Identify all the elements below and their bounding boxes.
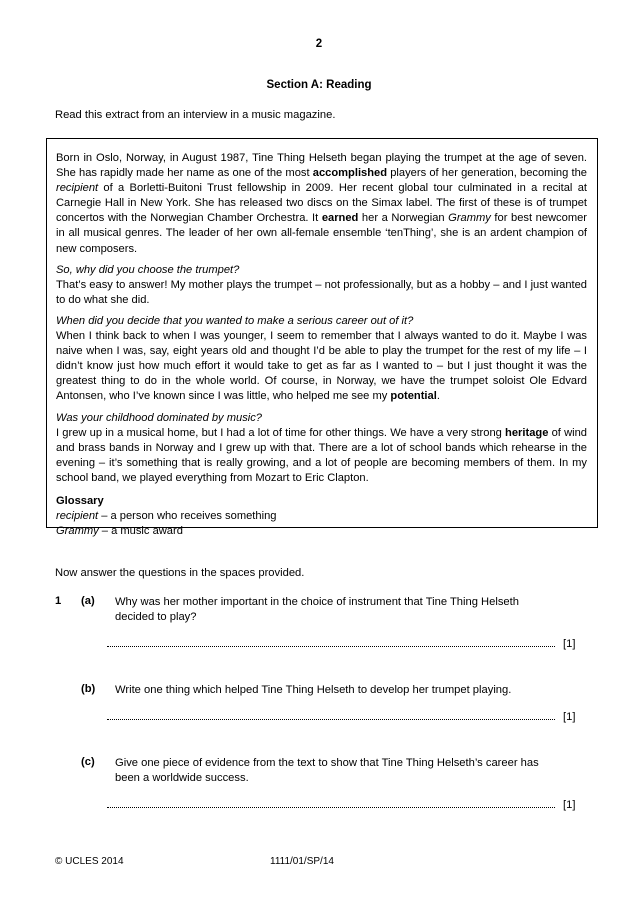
term-grammy: Grammy: [448, 212, 491, 225]
glossary-definition: – a music award: [98, 525, 183, 538]
text-run: for best newcomer in all musical genres. The leader of her own all-female ensemble ‘tenThing’, she is an ardent champion of new composers.: [56, 212, 588, 255]
part-label-b: (b): [81, 683, 96, 695]
keyword-heritage: heritage: [505, 426, 549, 439]
glossary-item: [56, 509, 587, 524]
glossary-term: Grammy: [56, 525, 99, 538]
keyword-accomplished: accomplished: [312, 167, 388, 180]
section-title: Section A: Reading: [266, 79, 372, 91]
interview-block-3: [56, 411, 587, 486]
page-number: 2: [315, 38, 323, 50]
keyword-earned: earned: [321, 212, 359, 225]
part-label-a: (a): [81, 595, 95, 607]
interview-answer-1: That’s easy to answer! My mother plays the trumpet – not professionally, but as a hobby – and I just wanted to do what she did.: [56, 278, 587, 306]
text-run: of a Borletti-Buitoni Trust fellowship in 2009. Her recent global tour culminated in a recital at Carnegie Hall in New York. She has released two discs on the Simax label. The first of these is of trumpet concertos with the Norwegian Chamber Orchestra. It: [56, 182, 587, 225]
text-run: of wind and brass bands in Norway and I grew up with that. There are a lot of school bands which rehearse in the evening – it’s something that is really growing, and a lot of people are becoming members of them. In my school band, we played everything from Mozart to Eric Clapton.: [56, 426, 587, 484]
answer-line-b[interactable]: [107, 719, 555, 720]
question-text-b: Write one thing which helped Tine Thing Helseth to develop her trumpet playing.: [115, 684, 512, 696]
part-label-c: (c): [81, 756, 95, 768]
extract-paragraph-1: [56, 151, 587, 257]
footer-copyright: © UCLES 2014: [55, 856, 124, 867]
interview-answer-2: When I think back to when I was younger, I seem to remember that I always wanted to do it. Maybe I was naive when I was, say, eight years old and thought I’d be able to play the trumpet for the rest of my life – I didn’t know just how much effort it would take to get as far as I wanted to – but I just thought it was the greatest thing to do in the whole world. Of course, in Norway, we have the trumpet soloist Ole Edvard Antonsen, who I’ve known since I was little, who helped me see my: [56, 330, 587, 403]
footer-paper-code: 1111/01/SP/14: [270, 856, 334, 867]
interview-block-2: [56, 314, 587, 405]
glossary-title: Glossary: [56, 494, 104, 507]
glossary-term: recipient: [56, 510, 99, 523]
text-run: .: [436, 390, 440, 403]
glossary: [56, 494, 587, 539]
text-run: her a Norwegian: [358, 212, 449, 225]
interview-question-3: Was your childhood dominated by music?: [56, 411, 263, 424]
glossary-item: [56, 524, 587, 539]
interview-question-1: So, why did you choose the trumpet?: [56, 263, 240, 276]
interview-question-2: When did you decide that you wanted to make a serious career out of it?: [56, 314, 414, 327]
marks-c: [1]: [563, 799, 576, 811]
text-run: players of her generation, becoming the: [387, 167, 587, 180]
instructions: Now answer the questions in the spaces provided.: [55, 567, 305, 579]
marks-a: [1]: [563, 638, 576, 650]
answer-line-a[interactable]: [107, 646, 555, 647]
answer-line-c[interactable]: [107, 807, 555, 808]
question-number: 1: [55, 595, 62, 607]
question-text-c: Give one piece of evidence from the text to show that Tine Thing Helseth’s career has been a worldwide success.: [115, 757, 539, 784]
glossary-definition: – a person who receives something: [98, 510, 277, 523]
text-run: Born in Oslo, Norway, in August 1987, Tine Thing Helseth began playing the trumpet at the age of seven. She has rapidly made her name as one of the most: [56, 152, 587, 180]
question-text-a: Why was her mother important in the choice of instrument that Tine Thing Helseth decided to play?: [115, 596, 519, 623]
interview-block-1: [56, 263, 587, 308]
term-recipient: recipient: [56, 182, 99, 195]
marks-b: [1]: [563, 711, 576, 723]
keyword-potential: potential: [390, 390, 437, 403]
interview-answer-3: I grew up in a musical home, but I had a lot of time for other things. We have a very strong: [56, 426, 506, 439]
intro-text: Read this extract from an interview in a music magazine.: [55, 109, 336, 121]
extract-box: [46, 138, 598, 538]
